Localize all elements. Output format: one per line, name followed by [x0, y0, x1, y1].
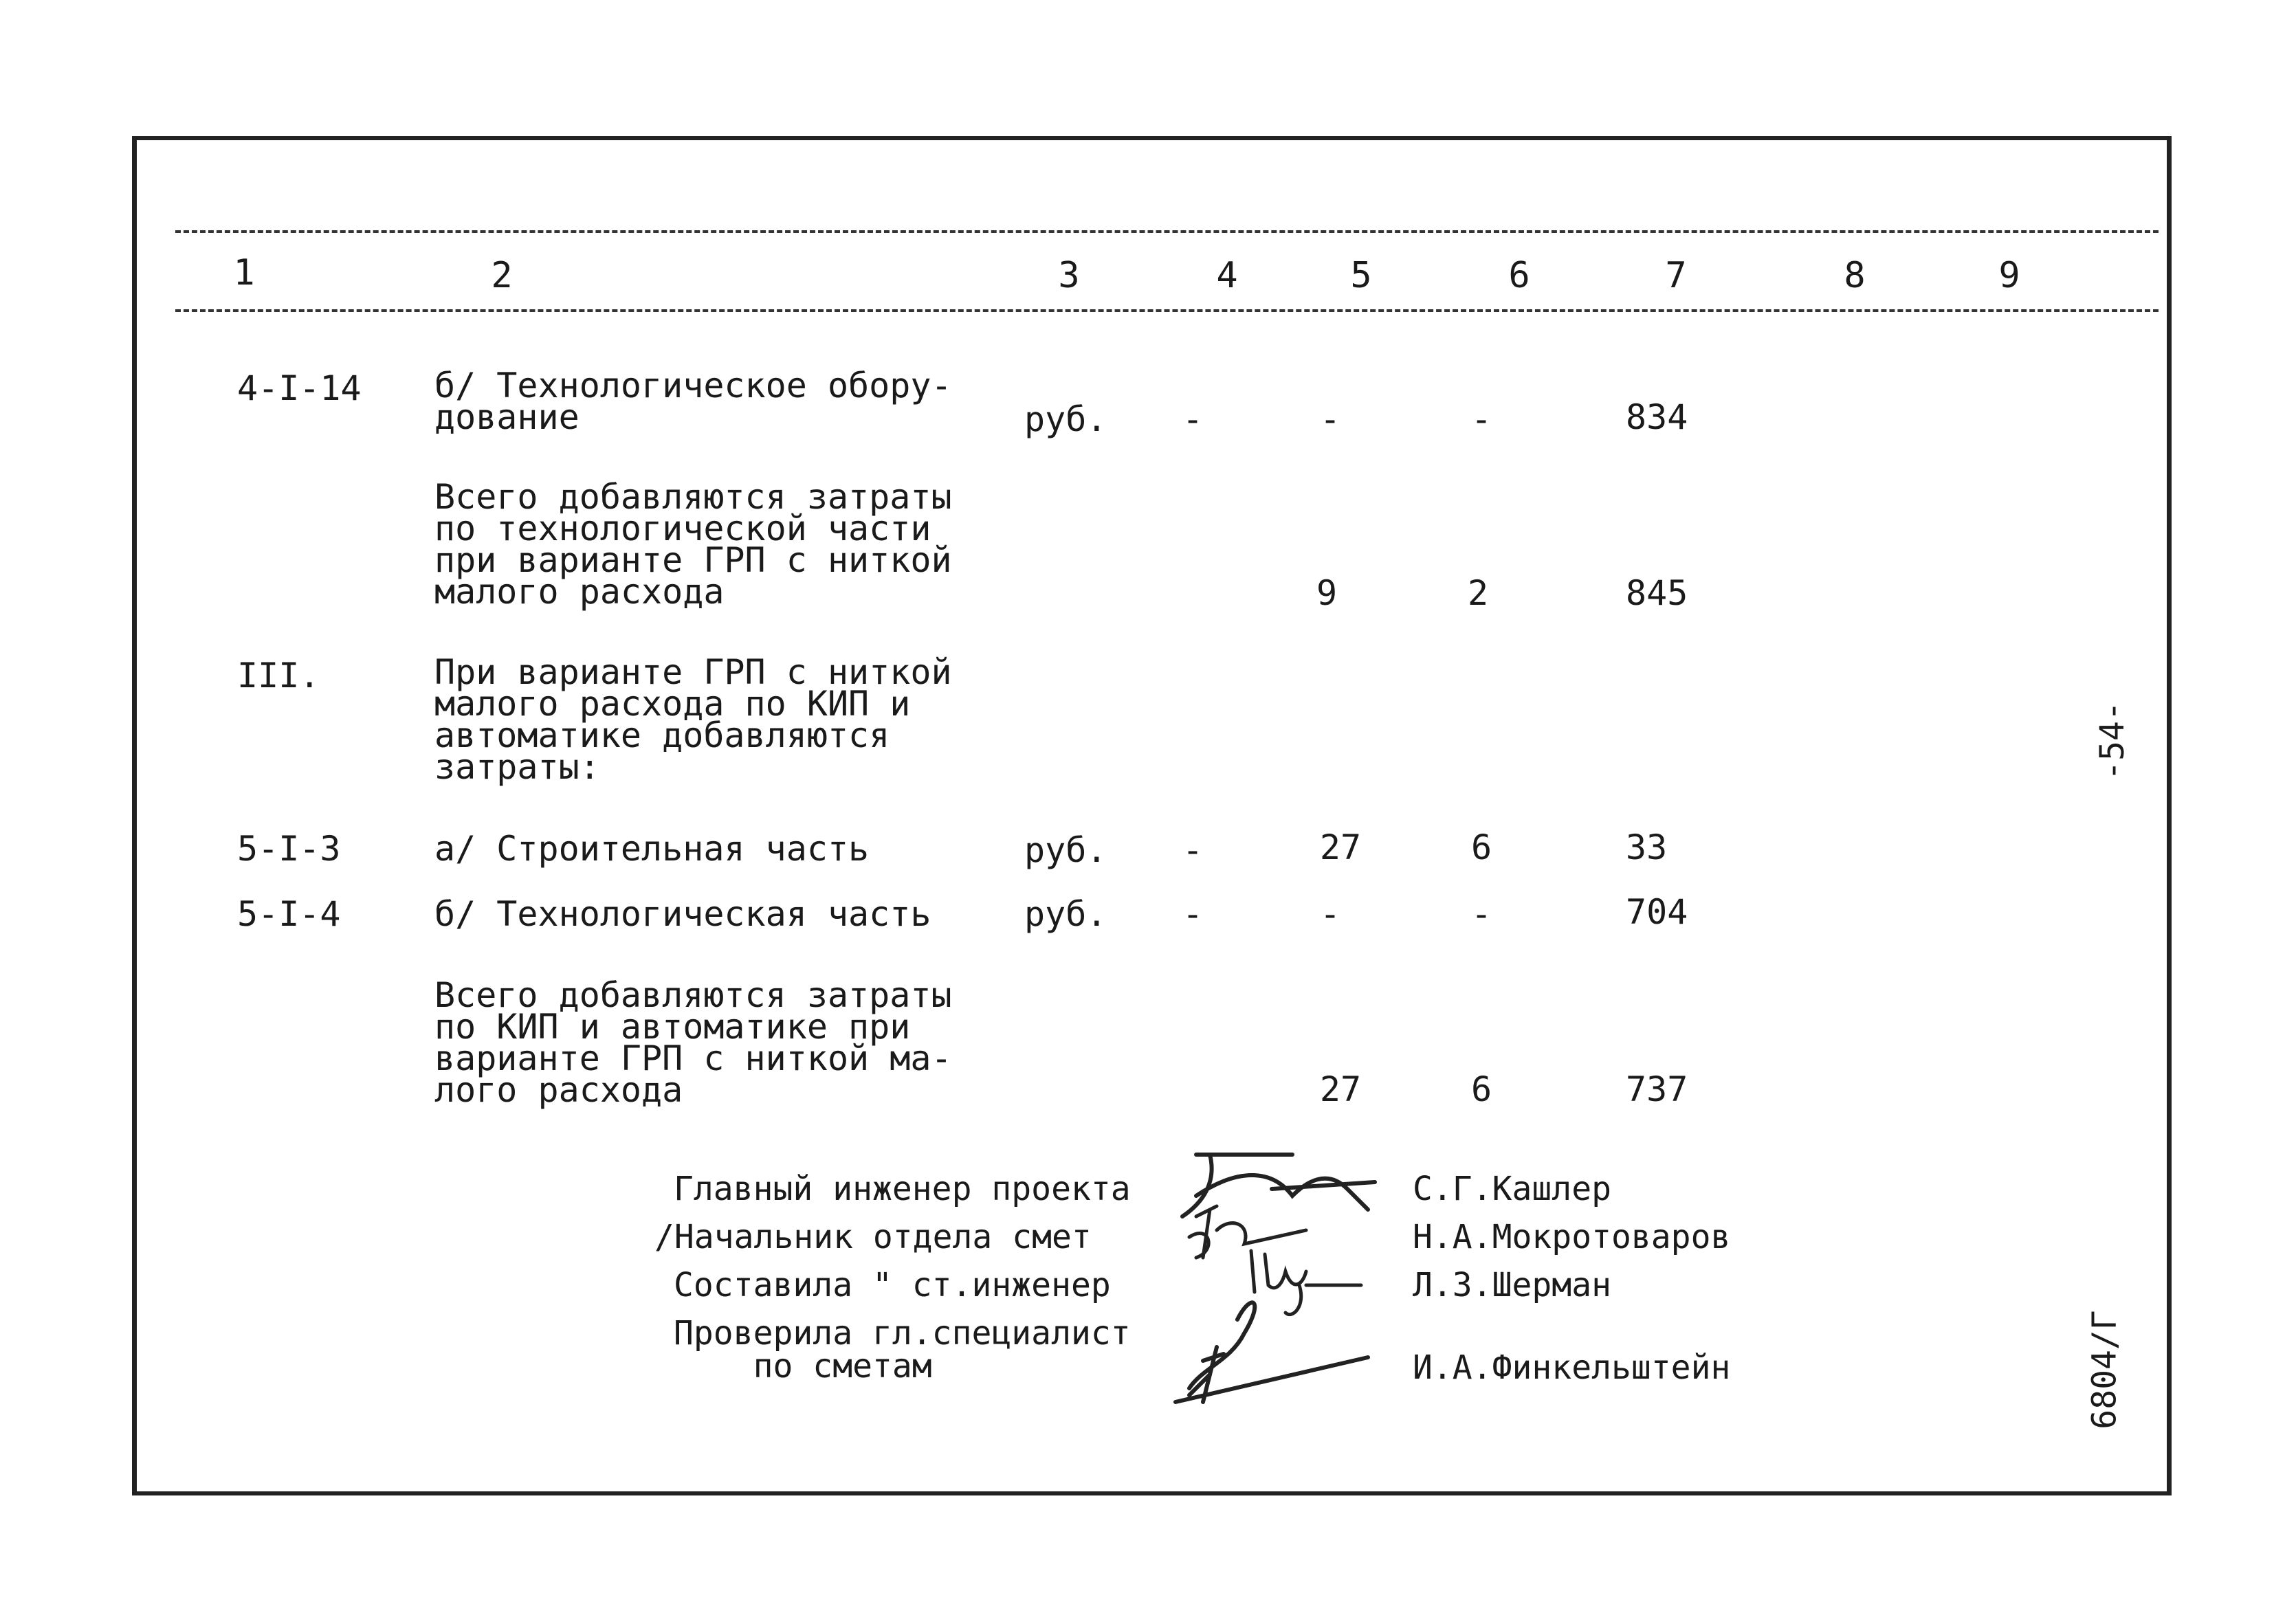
description-line: варианте ГРП с ниткой ма-: [434, 1038, 952, 1078]
description-line: автоматике добавляются: [434, 715, 890, 755]
row-col4: -: [1182, 894, 1204, 934]
row-col6: -: [1470, 894, 1492, 934]
row-unit: руб.: [1024, 399, 1107, 439]
signature-name: Н.А.Мокротоваров: [1413, 1218, 1731, 1256]
column-header-8: 8: [1844, 255, 1866, 296]
document-number: 6804/Г: [2085, 1310, 2124, 1430]
row-col7: 704: [1626, 892, 1688, 932]
row-col4: -: [1182, 830, 1204, 870]
description-line: по технологической части: [434, 509, 931, 548]
row-col5: -: [1319, 399, 1341, 439]
row-col6: 6: [1470, 827, 1492, 867]
signature-name: С.Г.Кашлер: [1413, 1170, 1611, 1208]
row-col7: 845: [1626, 573, 1688, 613]
row-col6: 6: [1470, 1069, 1492, 1109]
row-code: 4-I-14: [237, 368, 362, 408]
description-line: по КИП и автоматике при: [434, 1007, 911, 1047]
handwritten-signature: [1162, 1292, 1382, 1416]
row-unit: руб.: [1024, 894, 1107, 934]
signature-role: Главный инженер проекта: [674, 1170, 1131, 1208]
header-bottom-divider: [175, 309, 2159, 312]
row-col4: -: [1182, 399, 1204, 439]
row-description: [434, 975, 952, 1110]
row-description: [434, 366, 952, 437]
description-line: При варианте ГРП с ниткой: [434, 652, 952, 692]
page-frame: [132, 136, 2172, 1495]
row-col7: 737: [1626, 1069, 1688, 1109]
column-header-7: 7: [1665, 255, 1687, 296]
row-description: [434, 652, 952, 787]
row-unit: руб.: [1024, 830, 1107, 870]
description-line: малого расхода: [434, 572, 725, 612]
description-line: при варианте ГРП с ниткой: [434, 540, 952, 580]
row-code: 5-I-4: [237, 894, 341, 934]
row-code: 5-I-3: [237, 829, 341, 869]
row-col6: 2: [1467, 573, 1489, 613]
description-line: лого расхода: [434, 1070, 683, 1110]
row-col5: 27: [1319, 1069, 1362, 1109]
header-top-divider: [175, 230, 2159, 233]
row-description: б/ Технологическая часть: [434, 894, 931, 934]
column-header-9: 9: [1998, 255, 2020, 296]
signature-role: /Начальник отдела смет: [654, 1218, 1092, 1256]
row-col7: 834: [1626, 397, 1688, 437]
column-header-4: 4: [1216, 255, 1238, 296]
row-col6: -: [1470, 399, 1492, 439]
page-number: -54-: [2093, 701, 2132, 781]
signature-name: И.А.Финкельштейн: [1413, 1348, 1731, 1387]
description-line: б/ Технологическое обору-: [434, 366, 952, 405]
row-description: [434, 477, 952, 612]
row-col7: 33: [1626, 827, 1668, 867]
column-header-5: 5: [1350, 255, 1372, 296]
signature-role: Проверила гл.специалист: [674, 1314, 1131, 1353]
column-header-1: 1: [233, 252, 255, 293]
description-line: затраты:: [434, 747, 600, 787]
description-line: дование: [434, 397, 579, 437]
column-header-2: 2: [491, 255, 513, 296]
description-line: Всего добавляются затраты: [434, 975, 952, 1015]
row-col5: 27: [1319, 827, 1362, 867]
row-col5: 9: [1316, 573, 1338, 613]
description-line: Всего добавляются затраты: [434, 477, 952, 517]
column-header-3: 3: [1058, 255, 1080, 296]
signature-name: Л.З.Шерман: [1413, 1266, 1611, 1304]
row-description: а/ Строительная часть: [434, 829, 870, 869]
row-code: III.: [237, 656, 320, 696]
description-line: малого расхода по КИП и: [434, 684, 911, 724]
row-col5: -: [1319, 894, 1341, 934]
column-header-6: 6: [1508, 255, 1530, 296]
signature-role: Составила " ст.инженер: [674, 1266, 1111, 1304]
signature-role-continuation: по сметам: [674, 1347, 932, 1386]
